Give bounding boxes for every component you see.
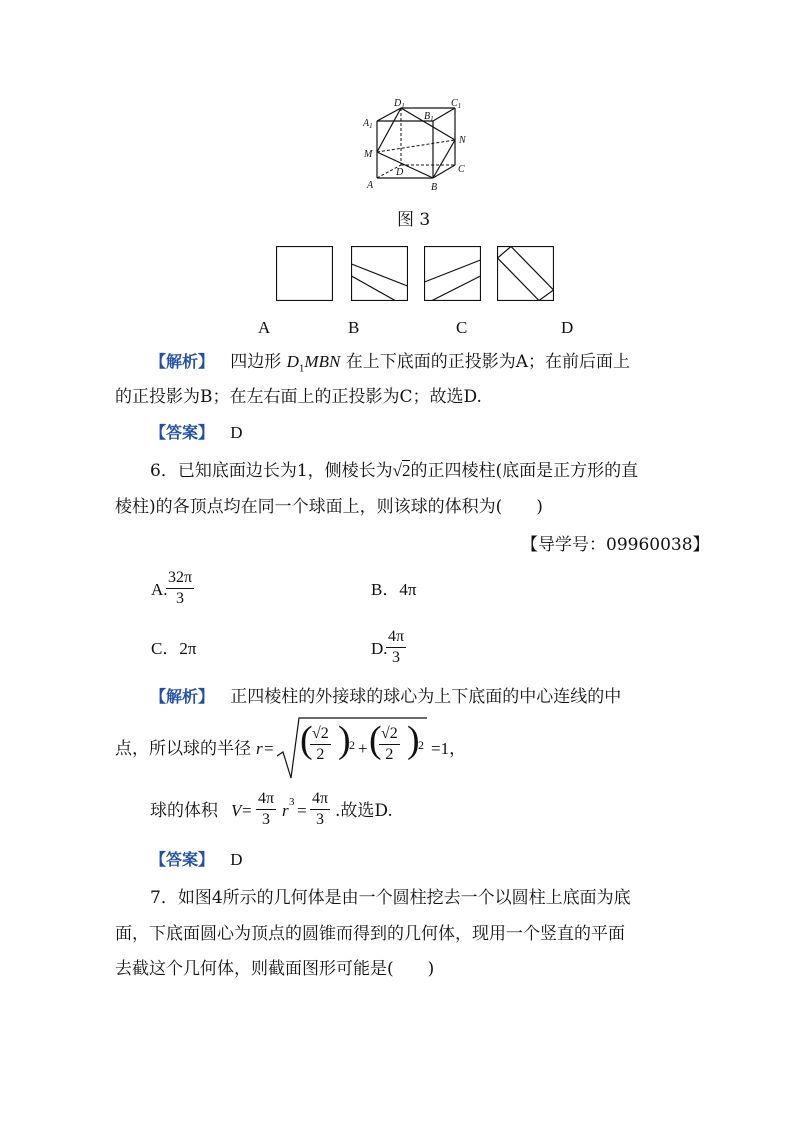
q6-stem-line1: 6．已知底面边长为1，侧棱长为√2的正四棱柱(底面是正方形的直 [150,461,639,481]
q6-analysis-line3-post: .故选D. [335,801,393,821]
option-label-a: A [258,318,271,337]
label-b: B [431,182,438,193]
option-label-d: D [561,318,574,337]
label-c1: $C_1$ [451,98,462,110]
exponent-3: 3 [289,796,295,808]
radius-symbol: r [256,739,263,758]
q6-option-b: B．4π [371,580,417,599]
volume-fraction-1: $\frac{4\pi}{3}$ [258,790,275,828]
edge-bn [433,140,455,178]
fraction-sqrt2-over-2-b: $\frac{√2}{2}$ [381,725,398,763]
analysis-tag-2: 【解析】 [150,687,215,706]
label-b1: $B_1$ [424,111,434,123]
volume-symbol: V [231,801,242,820]
q7-stem-line1: 7．如图4所示的几何体是由一个圆柱挖去一个以圆柱上底面为底 [150,888,631,908]
equals-sign: = [264,739,274,758]
answer-value: D [230,423,243,442]
answer-tag-2: 【答案】 [150,850,215,869]
q6-option-a-label: A. [151,580,168,599]
figure-caption: 图 3 [397,210,431,230]
label-a: A [367,180,374,191]
option-a-diagram [276,246,333,301]
option-d-diagram [497,246,554,301]
q5-analysis-line2: 的正投影为B；在左右面上的正投影为C；故选D. [115,387,482,407]
label-c: C [458,164,465,175]
q6-answer [150,849,243,871]
q6-option-a-fraction: $\frac{32\pi}{3}$ [168,569,193,607]
q5-analysis-line1: 【解析】 四边形 $D_1MBN$ 在上下底面的正投影为A；在前后面上 [150,352,630,375]
sqrt-radicand: 2 [401,461,411,480]
q6-stem-line2: 棱柱)的各顶点均在同一个球面上，则该球的体积为( ) [115,497,543,517]
q6-option-d-label: D. [371,639,388,658]
answer-value-2: D [230,850,243,869]
volume-fraction-2: $\frac{4\pi}{3}$ [312,790,329,828]
q5-answer [150,422,243,444]
question-ref-number: 【导学号：09960038】 [521,535,710,555]
q6-option-c: C．2π [151,639,197,658]
exponent-2b: 2 [418,738,424,752]
label-a1: $A_1$ [363,118,373,130]
option-b-diagram [351,246,408,301]
cube-figure [355,95,475,195]
q6-analysis-line1: 【解析】 正四棱柱的外接球的球心为上下底面的中心连线的中 [150,687,622,707]
left-paren-1: ( [300,719,313,761]
q7-stem-line3: 去截这个几何体，则截面图形可能是( ) [115,959,435,979]
equals-sign-2: = [242,801,252,820]
label-n: N [459,135,466,146]
label-d1: $D_1$ [394,98,405,110]
left-paren-2: ( [369,719,382,761]
option-label-b: B [348,318,360,337]
q6-option-d-fraction: $\frac{4\pi}{3}$ [388,628,405,666]
edge-b1c1 [433,108,455,121]
answer-tag: 【答案】 [150,423,215,442]
option-label-c: C [456,318,468,337]
fraction-sqrt2-over-2-a: $\frac{√2}{2}$ [312,725,329,763]
plus-sign: + [358,739,368,758]
edge-mb [377,152,433,178]
right-paren-1: ) [338,719,351,761]
label-d: D [396,167,404,178]
q6-analysis-line2-text: 点，所以球的半径 [115,739,251,759]
sqrt-symbol: √ [392,461,402,480]
label-m: M [364,149,373,160]
q6-analysis-line3-text: 球的体积 [150,801,218,821]
radius-symbol-2: r [282,801,289,820]
edge-mn [377,140,455,152]
equals-sign-3: = [297,801,307,820]
option-c-diagram [424,246,481,301]
radius-result: =1， [431,739,467,758]
q7-stem-line2: 面，下底面圆心为顶点的圆锥而得到的几何体，现用一个竖直的平面 [115,924,625,944]
exponent-2a: 2 [349,738,355,752]
right-paren-2: ) [407,719,420,761]
analysis-tag: 【解析】 [150,352,215,371]
